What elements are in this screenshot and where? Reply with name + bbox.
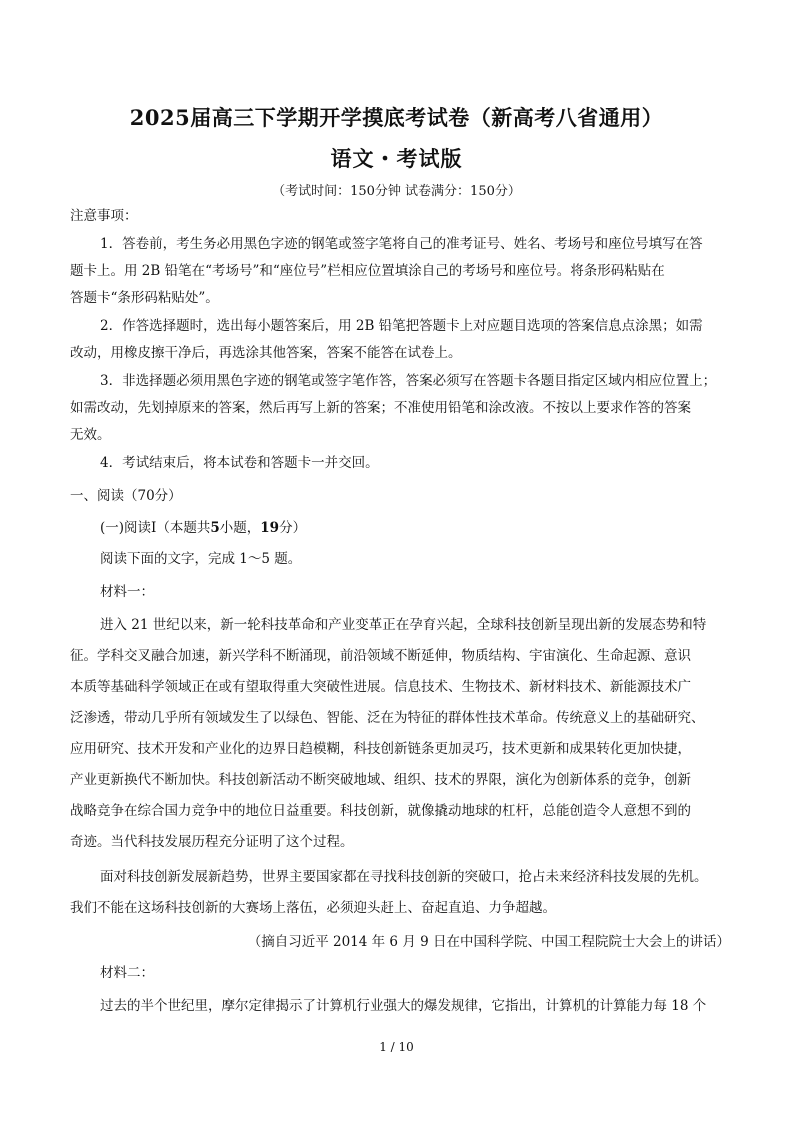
page-number: 1 / 10: [379, 1040, 414, 1054]
paragraph-line: 面对科技创新发展新趋势，世界主要国家都在寻找科技创新的突破口，抢占未来经济科技发展的先机。: [100, 869, 708, 885]
paragraph-line: 过去的半个世纪里，摩尔定律揭示了计算机行业强大的爆发规律，它指出，计算机的计算能力每 18 个: [100, 998, 707, 1014]
exam-meta: （考试时间：150分钟 试卷满分：150分）: [272, 184, 521, 199]
subsection-prefix: (一)阅读Ⅰ（本题共: [100, 520, 211, 536]
notice-line: 3．非选择题必须用黑色字迹的钢笔或签字笔作答，答案必须写在答题卡各题目指定区域内相应位置上；: [100, 373, 717, 389]
paragraph-line: 泛渗透，带动几乎所有领域发生了以绿色、智能、泛在为特征的群体性技术革命。传统意义上的基础研究、: [70, 710, 705, 726]
subsection-score: 19: [260, 520, 280, 536]
instruction: 阅读下面的文字，完成 1～5 题。: [100, 551, 302, 567]
notice-line: 答题卡“条形码粘贴处”。: [70, 290, 219, 306]
subsection-mid: 小题，: [219, 520, 261, 536]
exam-title: 2025届高三下学期开学摸底考试卷（新高考八省通用）: [129, 105, 664, 130]
paragraph-line: 本质等基础科学领域正在或有望取得重大突破性进展。信息技术、生物技术、新材料技术、新能源技术广: [70, 679, 691, 695]
material2-label: 材料二：: [100, 965, 154, 981]
paragraph-line: 产业更新换代不断加快。科技创新活动不断突破地域、组织、技术的界限，演化为创新体系的竞争，创新: [70, 772, 691, 788]
subsection-count: 5: [210, 520, 220, 536]
paragraph-line: 战略竞争在综合国力竞争中的地位日益重要。科技创新，就像撬动地球的杠杆，总能创造令人意想不到的: [70, 803, 691, 819]
paragraph-line: 奇迹。当代科技发展历程充分证明了这个过程。: [70, 834, 354, 850]
paragraph-line: 应用研究、技术开发和产业化的边界日趋模糊，科技创新链条更加灵巧，技术更新和成果转化更加快捷，: [70, 741, 691, 757]
material1-label: 材料一：: [100, 584, 154, 600]
paragraph-line: 进入 21 世纪以来，新一轮科技革命和产业变革正在孕育兴起，全球科技创新呈现出新的发展态势和特: [100, 617, 707, 633]
subsection-suffix: 分）: [279, 520, 307, 536]
notice-line: 无效。: [70, 427, 111, 443]
section-heading: 一、阅读（70分）: [70, 488, 182, 504]
notice-heading: 注意事项：: [70, 208, 138, 224]
paragraph-line: 我们不能在这场科技创新的大赛场上落伍，必须迎头赶上、奋起直追、力争超越。: [70, 900, 556, 916]
material1-source: （摘自习近平 2014 年 6 月 9 日在中国科学院、中国工程院院士大会上的讲话）: [247, 934, 730, 950]
notice-line: 4．考试结束后，将本试卷和答题卡一并交回。: [100, 455, 379, 471]
notice-line: 题卡上。用 2B 铅笔在“考场号”和“座位号”栏相应位置填涂自己的考场号和座位号。将条形码粘贴在: [70, 263, 665, 279]
subsection-heading: [100, 518, 760, 538]
exam-subtitle: 语文・考试版: [330, 146, 463, 171]
notice-line: 2．作答选择题时，选出每小题答案后，用 2B 铅笔把答题卡上对应题目选项的答案信息点涂黑；如需: [100, 318, 703, 334]
paragraph-line: 征。学科交叉融合加速，新兴学科不断涌现，前沿领域不断延伸，物质结构、宇宙演化、生命起源、意识: [70, 648, 691, 664]
notice-line: 1．答卷前，考生务必用黑色字迹的钢笔或签字笔将自己的准考证号、姓名、考场号和座位号填写在答: [100, 236, 703, 252]
notice-line: 如需改动，先划掉原来的答案，然后再写上新的答案；不准使用铅笔和涂改液。不按以上要求作答的答案: [70, 400, 691, 416]
notice-line: 改动，用橡皮擦干净后，再选涂其他答案，答案不能答在试卷上。: [70, 345, 462, 361]
